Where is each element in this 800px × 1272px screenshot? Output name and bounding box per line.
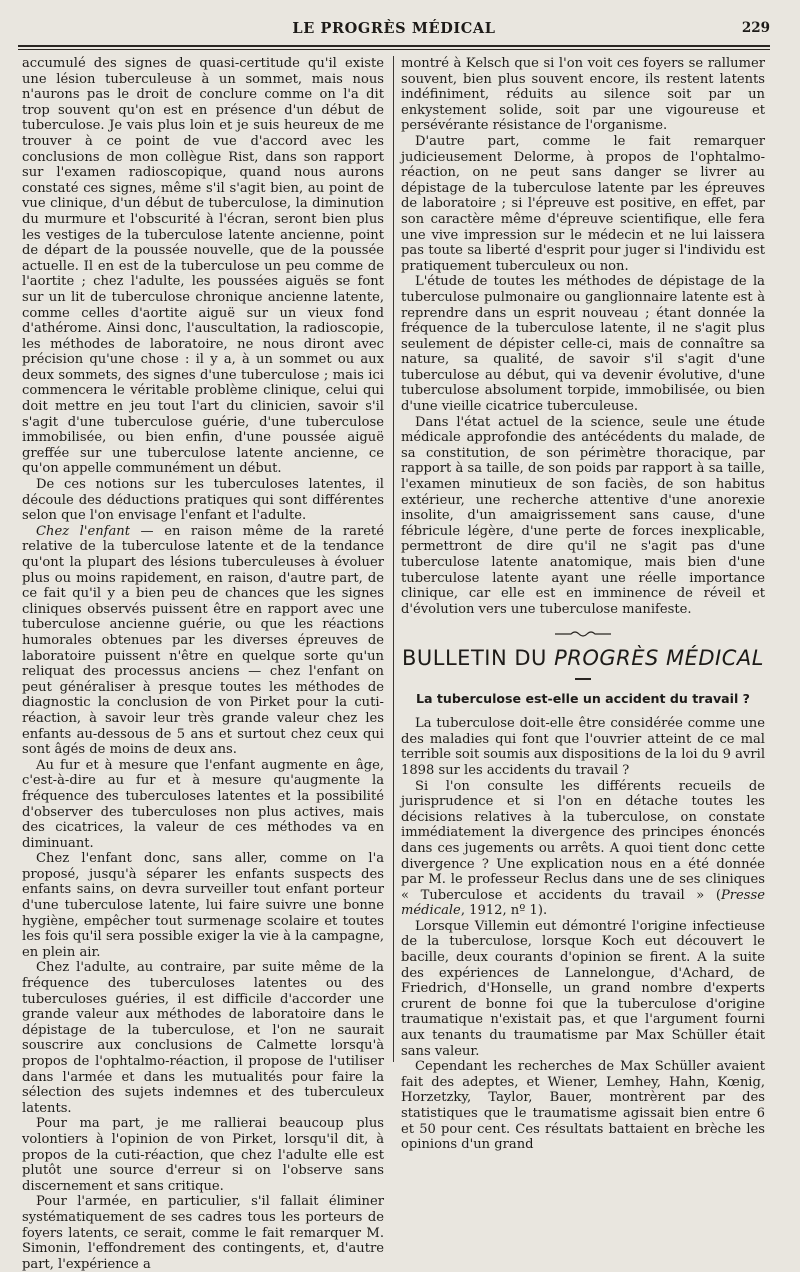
chez-enfant-label: Chez l'enfant (36, 523, 130, 539)
left-paragraph-3: Au fur et à mesure que l'enfant augmente en âge, c'est-à-dire au fur et à mesure qu'augmente la fréquence des tuberculoses latentes et la possibilité d'observer des tuberculoses non plus actives, mais des cicatrices, la valeur de ces méthodes va en diminuant. (22, 757, 384, 851)
bulletin-p2-before: Si l'on consulte les différents recueils de jurisprudence et si l'on en détache toutes les décisions relatives à la tuberculose, on constate immédiatement la divergence des principes énoncés dans ces jugements ou arrêts. A quoi tient donc cette divergence ? Une explication nous en a été donnée par M. le professeur Reclus dans une de ses cliniques « Tuberculose et accidents du travail » ( (401, 778, 765, 903)
right-paragraph-3: L'étude de toutes les méthodes de dépistage de la tuberculose pulmonaire ou ganglionnaire latente est à reprendre dans un esprit nouveau ; étant donnée la fréquence de la tuberculose latente, il ne s'agit plus seulement de dépister celle-ci, mais de connaître sa nature, sa qualité, de savoir s'il s'agit d'une tuberculose au début, qui va devenir évolutive, d'une tuberculose absolument torpide, immobilisée, ou bien d'une vieille cicatrice tuberculeuse. (401, 274, 765, 415)
right-paragraph-2: D'autre part, comme le fait remarquer judicieusement Delorme, à propos de l'ophtalmo-réaction, on ne peut sans danger se livrer au dépistage de la tuberculose latente par les épreuves de laboratoire ; si l'épreuve est positive, en effet, par son caractère même d'épreuve scientifique, elle fera une vive impression sur le médecin et ne lui laissera pas toute sa liberté d'esprit pour juger si l'individu est pratiquement tuberculeux ou non. (401, 133, 765, 274)
bulletin-title-plain: BULLETIN DU (402, 646, 555, 671)
page-header (18, 20, 770, 42)
section-ornament (401, 627, 765, 635)
bulletin-title-italic: PROGRÈS MÉDICAL (554, 646, 764, 671)
left-paragraph-7: Pour l'armée, en particulier, s'il fallait éliminer systématiquement de ses cadres tous les porteurs de foyers latents, ce serait, comme le fait remarquer M. Simonin, l'effondrement des contingents, et, d'autre part, l'expérience a (22, 1194, 384, 1272)
left-paragraph-4: Chez l'enfant donc, sans aller, comme on l'a proposé, jusqu'à séparer les enfants suspects des enfants sains, on devra surveiller tout enfant porteur d'une tuberculose latente, lui faire suivre une bonne hygiène, empêcher tout surmenage scolaire et toutes les fois qu'il sera possible exiger la vie à la campagne, en plein air. (22, 851, 384, 960)
header-rule-thin (18, 49, 770, 50)
right-paragraph-1: montré à Kelsch que si l'on voit ces foyers se rallumer souvent, bien plus souvent encore, ils restent latents indéfiniment, réduits au silence soit par un enkystement solide, soit par une vigoureuse et persévérante résistance de l'organisme. (401, 56, 765, 134)
right-paragraph-4: Dans l'état actuel de la science, seule une étude médicale approfondie des antécédents du malade, de sa constitution, de son périmètre thoracique, par rapport à sa taille, de son poids par rapport à sa taille, l'examen minutieux de son faciès, de son habitus extérieur, une recherche attentive d'une anorexie insolite, d'un amaigrissement sans cause, d'une fébricule légère, d'une perte de forces inexplicable, permettront de dire qu'il ne s'agit pas d'une tuberculose latente anatomique, mais bien d'une tuberculose latente ayant une réelle importance clinique, car elle est en imminence de réveil et d'évolution vers une tuberculose manifeste. (401, 414, 765, 617)
bulletin-paragraph-4: Cependant les recherches de Max Schüller avaient fait des adeptes, et Wiener, Lemhey, Hahn, Kœnig, Horzetzky, Taylor, Bauer, montrèrent par des statistiques que le traumatisme agissait bien entre 6 et 50 pour cent. Ces résultats battaient en brèche les opinions d'un grand (401, 1059, 765, 1153)
bulletin-paragraph-1: La tuberculose doit-elle être considérée comme une des maladies qui font que l'ouvrier atteint de ce mal terrible soit soumis aux dispositions de la loi du 9 avril 1898 sur les accidents du travail ? (401, 716, 766, 778)
journal-title: LE PROGRÈS MÉDICAL (292, 20, 496, 37)
header-rule (18, 45, 770, 47)
left-paragraph-enfant (22, 524, 384, 758)
bulletin-p2-after: , 1912, nº 1). (460, 903, 548, 919)
right-column (401, 56, 765, 1153)
bulletin-heading (401, 646, 765, 671)
left-paragraph-1: accumulé des signes de quasi-certitude qu'il existe une lésion tuberculeuse à un sommet, mais nous n'aurons pas le droit de conclure comme on l'a dit trop souvent qu'on est en présence d'un début de tuberculose. Je vais plus loin et je suis heureux de me trouver à ce point de vue d'accord avec les conclusions de mon collègue Rist, dans son rapport sur l'examen radioscopique, quand nous aurons constaté ces signes, même s'il s'agit bien, au point de vue clinique, d'un début de tuberculose, la diminution du murmure et l'obscurité à l'écran, seront bien plus les vestiges de la tuberculose latente ancienne, point de départ de la poussée nouvelle, que de la poussée actuelle. Il en est de la tuberculose un peu comme de l'aortite ; chez l'adulte, les poussées aiguës se font sur un lit de tuberculose chronique ancienne latente, comme celles d'aortite aiguë sur un vieux fond d'athérome. Ainsi donc, l'auscultation, la radioscopie, les méthodes de laboratoire, ne nous diront avec précision qu'une chose : il y a, à un sommet ou aux deux sommets, des signes d'une tuberculose ; mais ici commencera le véritable problème clinique, celui qui doit mettre en jeu tout l'art du clinicien, savoir s'il s'agit d'une tuberculose guérie, d'une tuberculose immobilisée, ou bien enfin, d'une poussée aiguë greffée sur une tuberculose latente ancienne, ce qu'on appelle communément un début. (22, 56, 384, 477)
left-paragraph-6: Pour ma part, je me rallierai beaucoup plus volontiers à l'opinion de von Pirket, lorsqu'il dit, à propos de la cuti-réaction, que chez l'adulte elle est plutôt une source d'erreur si on l'observe sans discernement et sans critique. (22, 1116, 384, 1194)
chez-enfant-text: — en raison même de la rareté relative de la tuberculose latente et de la tendance qu'ont la plupart des lésions tuberculeuses à évoluer plus ou moins rapidement, en raison, d'autre part, de ce fait qu'il y a bien peu de chances que les signes cliniques observés puissent être en rapport avec une tuberculose ancienne guérie, ou que les réactions humorales obtenues par les diverses épreuves de laboratoire puissent n'être en quelque sorte qu'un reliquat des processus anciens — chez l'enfant on peut généraliser à presque toutes les méthodes de diagnostic la conclusion de von Pirket pour la cuti-réaction, à savoir leur très grande valeur chez les enfants au-dessous de 5 ans et surtout chez ceux qui sont âgés de moins de deux ans. (22, 523, 384, 758)
bulletin-paragraph-3: Lorsque Villemin eut démontré l'origine infectieuse de la tuberculose, lorsque Koch eut découvert le bacille, deux courants d'opinion se firent. A la suite des expériences de Lannelongue, d'Achard, de Friedrich, d'Honselle, un grand nombre d'experts crurent de bonne foi que la tuberculose d'origine traumatique n'existait pas, et que l'argument fourni aux tenants du traumatisme par Max Schüller était sans valeur. (401, 918, 765, 1059)
left-column (22, 56, 384, 1272)
presse-medicale-ref: Presse médicale (401, 887, 765, 919)
flourish-icon (553, 630, 613, 638)
heading-dash (401, 669, 765, 685)
column-divider (393, 56, 394, 1062)
page-number: 229 (741, 20, 770, 36)
bulletin-paragraph-2 (401, 779, 765, 919)
left-paragraph-2: De ces notions sur les tuberculoses latentes, il découle des déductions pratiques qui sont différentes selon que l'on envisage l'enfant et l'adulte. (22, 477, 384, 524)
left-paragraph-5: Chez l'adulte, au contraire, par suite même de la fréquence des tuberculoses latentes ou des tuberculoses guéries, il est difficile d'accorder une grande valeur aux méthodes de laboratoire dans le dépistage de la tuberculose, et l'on ne saurait souscrire aux conclusions de Calmette lorsqu'à propos de l'ophtalmo-réaction, il propose de l'utiliser dans l'armée et dans les mutualités pour faire la sélection des sujets indemnes et des tuberculeux latents. (22, 960, 384, 1116)
section-heading: La tuberculose est-elle un accident du travail ? (416, 690, 750, 706)
